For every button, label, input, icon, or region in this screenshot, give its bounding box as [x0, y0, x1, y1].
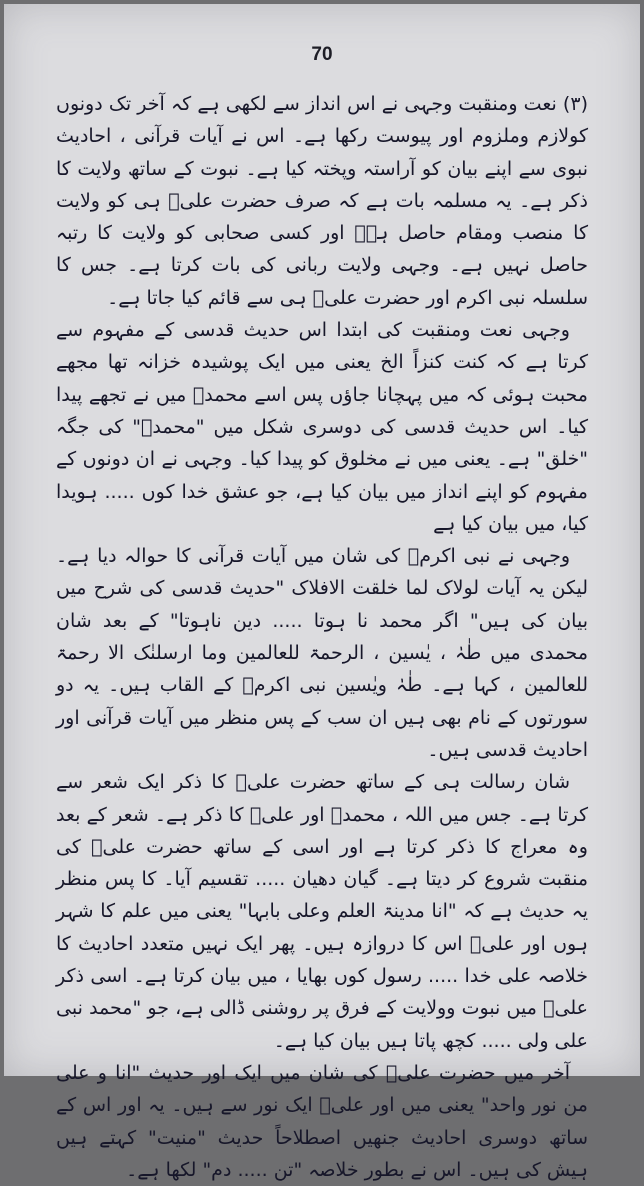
paragraph-5: آخر میں حضرت علیؓ کی شان میں ایک اور حدیث "انا و علی من نور واحد" یعنی میں اور علیؓ ایک نور سے ہیں۔ یہ اور اس کے ساتھ دوسری احادیث جنھیں اصطلاحاً حدیث "منیت" کہتے ہیں ہیش کی ہیں۔ اس نے بطور خلاصہ "تن ..... دم" لکھا ہے۔	[56, 1061, 588, 1181]
paragraph-4: شان رسالت ہی کے ساتھ حضرت علیؓ کا ذکر ایک شعر سے کرتا ہے۔ جس میں اللہ ، محمدؐ اور علیؓ کا ذکر ہے۔ شعر کے بعد وہ معراج کا ذکر کرتا ہے اور اسی کے ساتھ حضرت علیؓ کی منقبت شروع کر دیتا ہے۔ گیان دھیان ..... تقسیم آیا۔ کا پس منظر یہ حدیث ہے کہ "انا مدینۃ العلم وعلی بابہا" یعنی میں علم کا شہر ہوں اور علیؓ اس کا دروازہ ہیں۔ پھر ایک نہیں متعدد احادیث کا خلاصہ علی خدا ..... رسول کوں بھایا ، میں بیان کرتا ہے۔ اسی ذکر علیؓ میں نبوت وولایت کے فرق پر روشنی ڈالی ہے، جو "محمد نبی علی ولی ..... کچھ پاتا ہیں بیان کیا ہے۔	[56, 771, 588, 1052]
paragraph-2: وجہی نعت ومنقبت کی ابتدا اس حدیث قدسی کے مفہوم سے کرتا ہے کہ کنت کنزاً الخ یعنی میں ایک پوشیدہ خزانہ تھا مجھے محبت ہوئی کہ میں پہچانا جاؤں پس اسے محمدؐ میں نے تجھے پیدا کیا۔ اس حدیث قدسی کی دوسری شکل میں "محمدؐ" کی جگہ "خلق" ہے۔ یعنی میں نے مخلوق کو پیدا کیا۔ وجہی نے ان دونوں کے مفہوم کو اپنے انداز میں بیان کیا ہے، جو عشق خدا کوں ..... ہویدا کیا، میں بیان کیا ہے	[56, 319, 588, 535]
page-number: 70	[311, 44, 333, 65]
scanned-page	[4, 4, 640, 1181]
body-text	[56, 88, 588, 1186]
paragraph-1: (۳) نعت ومنقبت وجہی نے اس انداز سے لکھی ہے کہ آخر تک دونوں کولازم وملزوم اور پیوست رکھا ہے۔ اس نے آیات قرآنی ، احادیث نبوی سے اپنے بیان کو آراستہ وپختہ کیا ہے۔ نبوت کے ساتھ ولایت کا ذکر ہے۔ یہ مسلمہ بات ہے کہ صرف حضرت علیؓ ہی کو ولایت کا منصب ومقام حاصل ہےؓ اور کسی صحابی کو ولایت کا رتبہ حاصل نہیں ہے۔ وجہی ولایت ربانی کی بات کرتا ہے۔ جس کا سلسلہ نبی اکرم اور حضرت علیؓ ہی سے قائم کیا جاتا ہے۔	[56, 93, 588, 309]
paragraph-3: وجہی نے نبی اکرمؐ کی شان میں آیات قرآنی کا حوالہ دیا ہے۔ لیکن یہ آیات لولاک لما خلقت الافلاک "حدیث قدسی کی شرح میں بیان کی ہیں" اگر محمد نا ہوتا ..... دین ناہوتا" کے بعد شان محمدی میں طٰہٰ ، یٰسین ، الرحمۃ للعالمین وما ارسلنٰک الا رحمۃ للعالمین ، کہا ہے۔ طٰہٰ ویٰسین نبی اکرمؐ کے القاب ہیں۔ یہ دو سورتوں کے نام بھی ہیں ان سب کے پس منظر میں آیات قرآنی اور احادیث قدسی ہیں۔	[56, 545, 588, 761]
